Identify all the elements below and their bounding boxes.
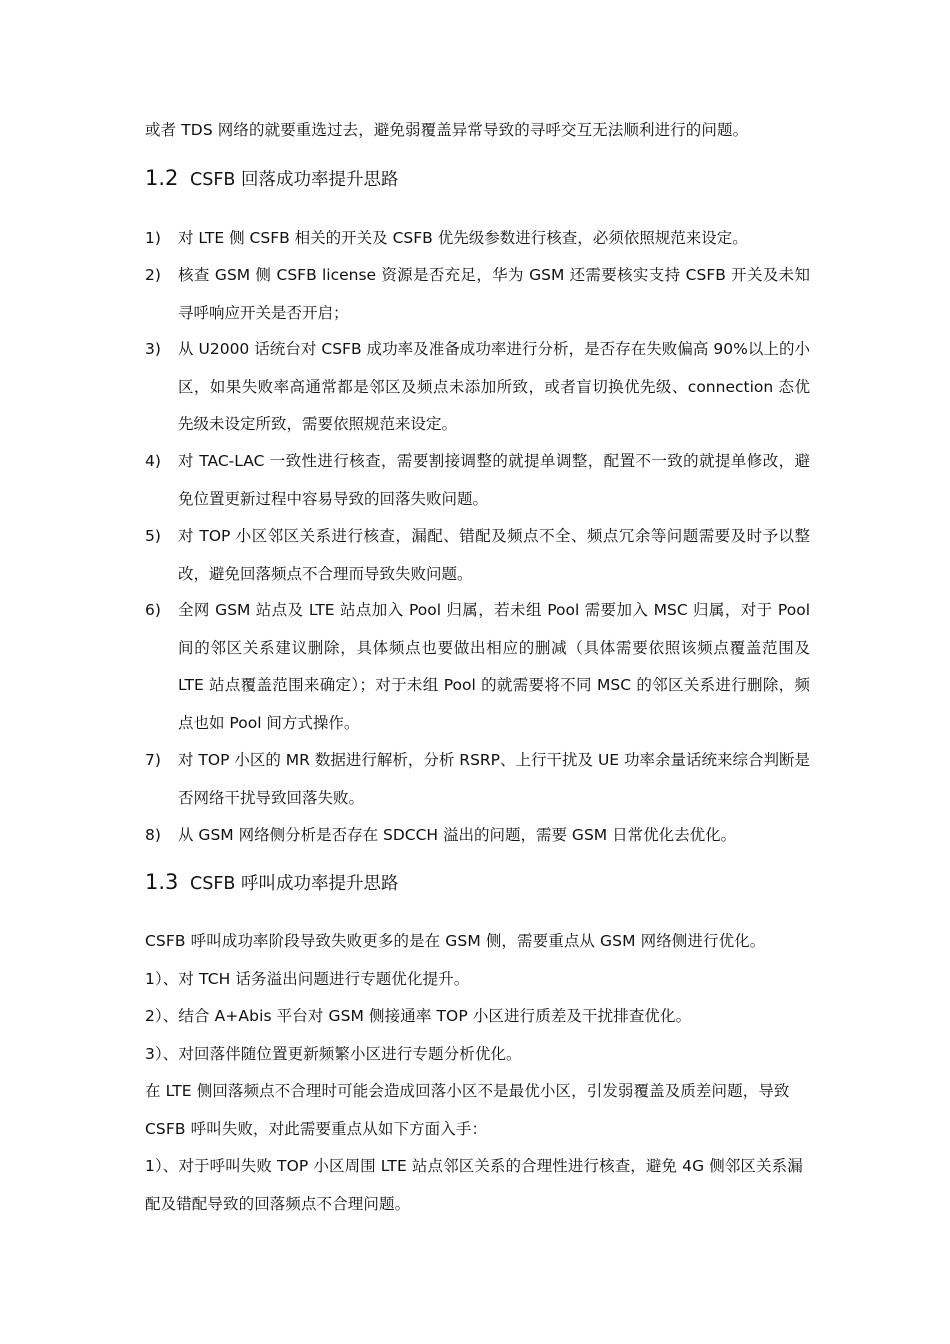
list-number: 8): [145, 826, 161, 844]
list-item: [145, 518, 810, 593]
list-item: [145, 443, 810, 518]
list-item: [145, 220, 810, 258]
paragraph: CSFB 呼叫成功率阶段导致失败更多的是在 GSM 侧，需要重点从 GSM 网络侧进行优化。: [145, 932, 766, 950]
list-text: 对 TOP 小区邻区关系进行核查，漏配、错配及频点不全、频点冗余等问题需要及时予以整改，避免回落频点不合理而导致失败问题。: [178, 527, 810, 583]
list-number: 3): [145, 340, 161, 358]
section-number: 1.2: [145, 166, 179, 190]
section-title: CSFB 呼叫成功率提升思路: [190, 874, 399, 894]
section-heading-1-3: [145, 870, 398, 895]
list-number: 2): [145, 266, 161, 284]
section-title: CSFB 回落成功率提升思路: [190, 170, 399, 190]
list-item: [145, 817, 810, 855]
list-text: 对 LTE 侧 CSFB 相关的开关及 CSFB 优先级参数进行核查，必须依照规范来设定。: [178, 229, 748, 247]
list-number: 5): [145, 527, 161, 545]
list-text: 对 TAC-LAC 一致性进行核查，需要割接调整的就提单调整，配置不一致的就提单修改，避免位置更新过程中容易导致的回落失败问题。: [178, 452, 810, 508]
list-item: [145, 592, 810, 742]
paragraph: 1）、对于呼叫失败 TOP 小区周围 LTE 站点邻区关系的合理性进行核查，避免 4G 侧邻区关系漏配及错配导致的回落频点不合理问题。: [145, 1157, 803, 1213]
list-item: [145, 742, 810, 817]
section-heading-1-2: [145, 166, 398, 191]
list-text: 从 U2000 话统台对 CSFB 成功率及准备成功率进行分析，是否存在失败偏高 90%以上的小区，如果失败率高通常都是邻区及频点未添加所致，或者盲切换优先级、connection 态优先级未设定所致，需要依照规范来设定。: [178, 340, 810, 433]
list-text: 全网 GSM 站点及 LTE 站点加入 Pool 归属，若未组 Pool 需要加入 MSC 归属，对于 Pool 间的邻区关系建议删除，具体频点也要做出相应的删减（具体需要依照该频点覆盖范围及 LTE 站点覆盖范围来确定）；对于未组 Pool 的就需要将不同 MSC 的邻区关系进行删除，频点也如 Pool 间方式操作。: [178, 601, 810, 732]
paragraph: 2）、结合 A+Abis 平台对 GSM 侧接通率 TOP 小区进行质差及干扰排查优化。: [145, 1007, 692, 1025]
list-text: 核查 GSM 侧 CSFB license 资源是否充足，华为 GSM 还需要核实支持 CSFB 开关及未知寻呼响应开关是否开启；: [178, 266, 810, 322]
paragraph-continuation: 或者 TDS 网络的就要重选过去，避免弱覆盖异常导致的寻呼交互无法顺利进行的问题。: [145, 121, 749, 139]
paragraph: 3）、对回落伴随位置更新频繁小区进行专题分析优化。: [145, 1045, 522, 1063]
list-number: 4): [145, 452, 161, 470]
list-text: 从 GSM 网络侧分析是否存在 SDCCH 溢出的问题，需要 GSM 日常优化去优化。: [178, 826, 737, 844]
list-item: [145, 331, 810, 444]
section-number: 1.3: [145, 870, 179, 894]
paragraph: 在 LTE 侧回落频点不合理时可能会造成回落小区不是最优小区，引发弱覆盖及质差问题，导致 CSFB 呼叫失败，对此需要重点从如下方面入手：: [145, 1082, 790, 1138]
list-number: 7): [145, 751, 161, 769]
paragraph: 1）、对 TCH 话务溢出问题进行专题优化提升。: [145, 970, 470, 988]
list-number: 1): [145, 229, 161, 247]
list-item: [145, 257, 810, 332]
list-number: 6): [145, 601, 161, 619]
list-text: 对 TOP 小区的 MR 数据进行解析，分析 RSRP、上行干扰及 UE 功率余量话统来综合判断是否网络干扰导致回落失败。: [178, 751, 811, 807]
